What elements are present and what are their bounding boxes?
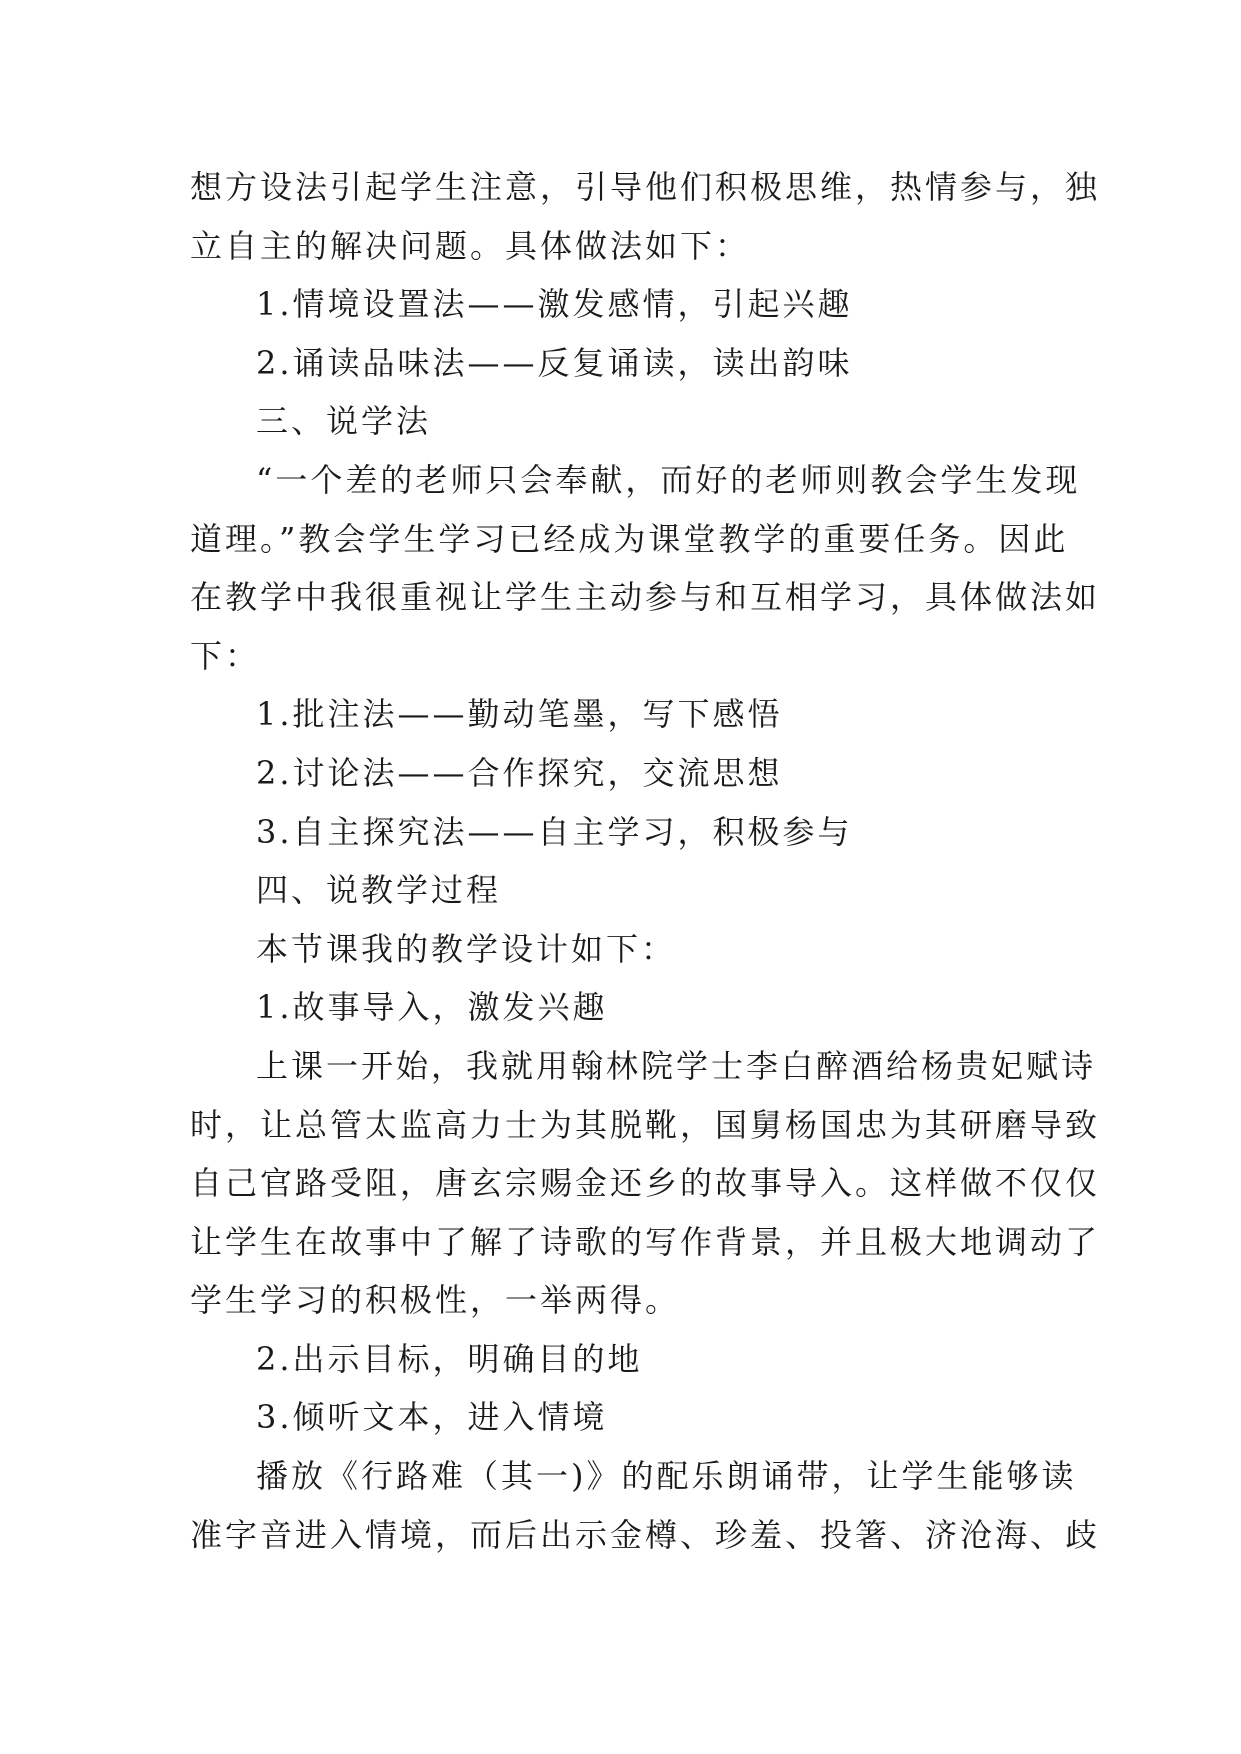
text-line: 上课一开始，我就用翰林院学士李白醉酒给杨贵妃赋诗 (256, 1046, 1097, 1085)
text-line: 让学生在故事中了解了诗歌的写作背景，并且极大地调动了 (190, 1222, 1101, 1261)
text-line: 下： (190, 636, 261, 675)
text-line: 2.诵读品味法——反复诵读，读出韵味 (256, 343, 853, 382)
text-line: 道理。”教会学生学习已经成为课堂教学的重要任务。因此 (190, 519, 1069, 558)
text-line: 自己官路受阻，唐玄宗赐金还乡的故事导入。这样做不仅仅 (190, 1164, 1101, 1203)
text-line: 四、说教学过程 (256, 871, 502, 910)
text-line: 1.批注法——勤动笔墨，写下感悟 (256, 695, 783, 734)
text-line: 播放《行路难（其一)》的配乐朗诵带，让学生能够读 (256, 1457, 1077, 1496)
text-line: 3.自主探究法——自主学习，积极参与 (256, 812, 853, 851)
text-line: 立自主的解决问题。具体做法如下： (190, 226, 751, 265)
text-line: 本节课我的教学设计如下： (256, 929, 677, 968)
text-line: 2.出示目标，明确目的地 (256, 1339, 643, 1378)
text-line: 想方设法引起学生注意，引导他们积极思维，热情参与，独 (190, 168, 1101, 206)
text-line: 2.讨论法——合作探究，交流思想 (256, 753, 783, 792)
document-page (190, 158, 1101, 1564)
text-line: 在教学中我很重视让学生主动参与和互相学习，具体做法如 (190, 578, 1101, 617)
text-line: 1.情境设置法——激发感情，引起兴趣 (256, 285, 853, 324)
text-line: 学生学习的积极性，一举两得。 (190, 1281, 681, 1320)
text-line: 3.倾听文本，进入情境 (256, 1398, 608, 1437)
text-line: 准字音进入情境，而后出示金樽、珍羞、投箸、济沧海、歧 (190, 1515, 1101, 1554)
text-line: 1.故事导入，激发兴趣 (256, 988, 608, 1027)
text-line: 时，让总管太监高力士为其脱靴，国舅杨国忠为其研磨导致 (190, 1105, 1101, 1144)
text-line: “一个差的老师只会奉献，而好的老师则教会学生发现 (256, 460, 1081, 499)
text-line: 三、说学法 (256, 402, 432, 441)
